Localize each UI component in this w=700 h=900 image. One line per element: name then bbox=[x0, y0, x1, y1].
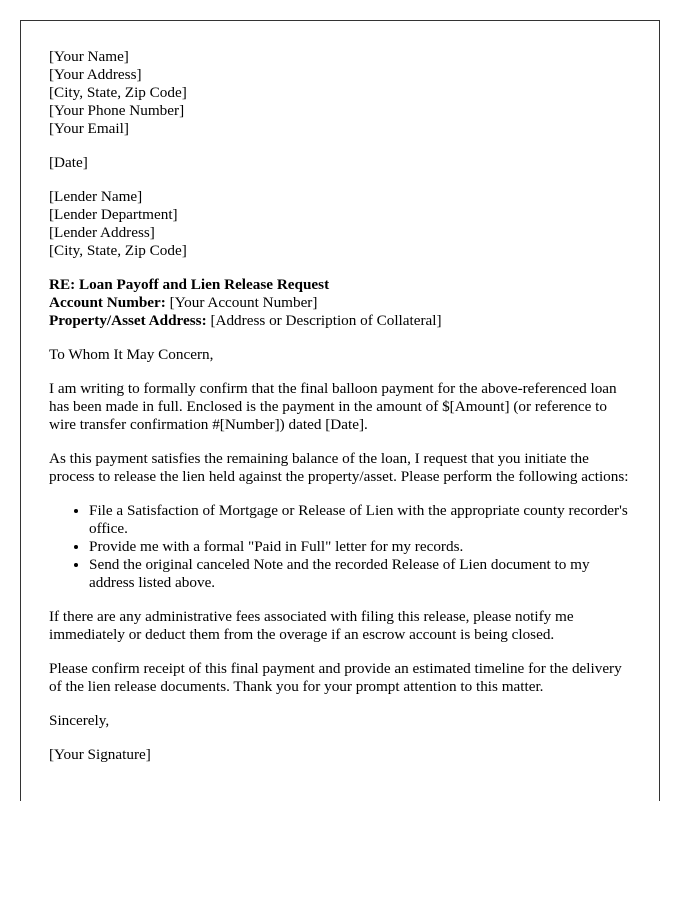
body-paragraph-4: Please confirm receipt of this final payment and provide an estimated timeline for the delivery of the lien release documents. Thank you for your prompt attention to this matter. bbox=[49, 660, 622, 695]
sender-email: [Your Email] bbox=[49, 120, 129, 137]
recipient-city-state-zip: [City, State, Zip Code] bbox=[49, 242, 187, 259]
account-number-line bbox=[49, 294, 631, 312]
action-list bbox=[49, 502, 631, 592]
account-number-label: Account Number: bbox=[49, 294, 166, 311]
date-block bbox=[49, 154, 631, 172]
account-number-value: [Your Account Number] bbox=[165, 294, 318, 311]
sender-address: [Your Address] bbox=[49, 66, 142, 83]
recipient-name: [Lender Name] bbox=[49, 188, 143, 205]
closing: Sincerely, bbox=[49, 712, 110, 729]
body-paragraph-3: If there are any administrative fees associated with filing this release, please notify me immediately or deduct them from the overage if an escrow account is being closed. bbox=[49, 608, 574, 643]
letter-page bbox=[20, 20, 660, 801]
recipient-block bbox=[49, 188, 631, 260]
re-line: RE: Loan Payoff and Lien Release Request bbox=[49, 276, 330, 293]
body-paragraph-2: As this payment satisfies the remaining balance of the loan, I request that you initiate the process to release the lien held against the property/asset. Please perform the following actions: bbox=[49, 450, 629, 485]
property-address-label: Property/Asset Address: bbox=[49, 312, 207, 329]
letter-date: [Date] bbox=[49, 154, 88, 171]
subject-block bbox=[49, 276, 631, 330]
recipient-address: [Lender Address] bbox=[49, 224, 155, 241]
sender-city-state-zip: [City, State, Zip Code] bbox=[49, 84, 187, 101]
sender-block bbox=[49, 48, 631, 138]
salutation: To Whom It May Concern, bbox=[49, 346, 214, 363]
signature: [Your Signature] bbox=[49, 746, 151, 763]
action-item: • File a Satisfaction of Mortgage or Release of Lien with the appropriate county recorder's office. bbox=[89, 502, 631, 538]
sender-name: [Your Name] bbox=[49, 48, 129, 65]
property-address-value: [Address or Description of Collateral] bbox=[206, 312, 442, 329]
action-item: • Provide me with a formal "Paid in Full" letter for my records. bbox=[89, 538, 631, 556]
body-paragraph-1: I am writing to formally confirm that the final balloon payment for the above-referenced loan has been made in full. Enclosed is the payment in the amount of $[Amount] (or reference to wire transfer confirmation #[Number]) dated [Date]. bbox=[49, 380, 617, 433]
recipient-department: [Lender Department] bbox=[49, 206, 178, 223]
action-item: • Send the original canceled Note and the recorded Release of Lien document to my address listed above. bbox=[89, 556, 631, 592]
sender-phone: [Your Phone Number] bbox=[49, 102, 185, 119]
property-address-line bbox=[49, 312, 631, 330]
